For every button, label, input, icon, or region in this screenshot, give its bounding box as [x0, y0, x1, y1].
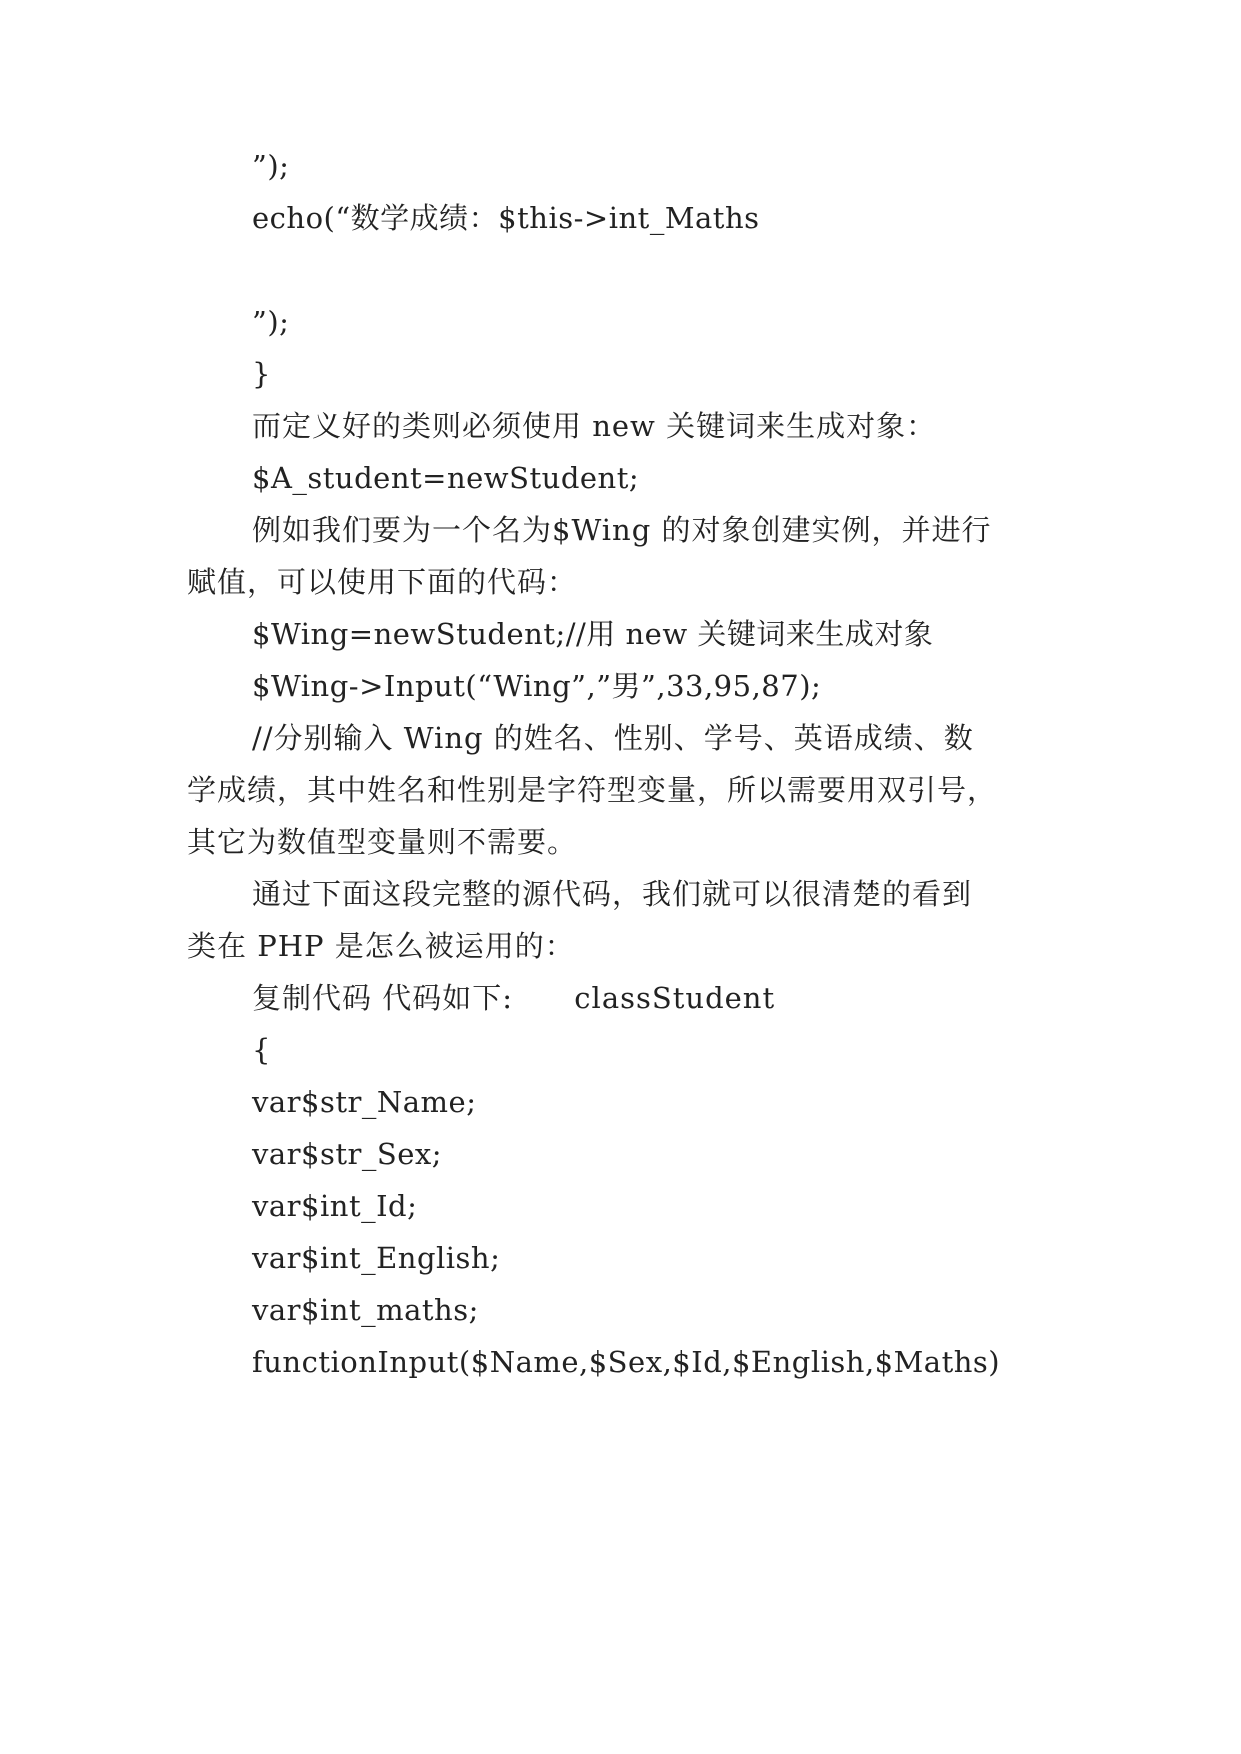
code-line-var-sex: var$str_Sex;	[252, 1137, 443, 1171]
code-line-wing-input: $Wing->Input(“Wing”,”男”,33,95,87);	[252, 669, 822, 703]
paragraph-line: 赋值，可以使用下面的代码：	[187, 565, 578, 599]
paragraph-line: 例如我们要为一个名为$Wing 的对象创建实例，并进行	[252, 513, 992, 547]
code-line-echo-maths: echo(“数学成绩：$this->int_Maths	[252, 201, 760, 235]
paragraph-line: 类在 PHP 是怎么被运用的：	[187, 929, 575, 963]
code-line-wing-new: $Wing=newStudent;//用 new 关键词来生成对象	[252, 617, 934, 651]
code-line-close-echo: ”);	[252, 149, 290, 183]
code-line-var-maths: var$int_maths;	[252, 1293, 479, 1327]
code-line-var-name: var$str_Name;	[252, 1085, 477, 1119]
paragraph-line: 通过下面这段完整的源代码，我们就可以很清楚的看到	[252, 877, 973, 911]
code-line-var-english: var$int_English;	[252, 1241, 501, 1275]
code-line-close-brace: }	[252, 357, 271, 391]
code-line-new-student: $A_student=newStudent;	[252, 461, 640, 495]
code-line-function-input: functionInput($Name,$Sex,$Id,$English,$Maths)	[252, 1345, 1001, 1379]
code-line-close-echo: ”);	[252, 305, 290, 339]
paragraph-line: //分别输入 Wing 的姓名、性别、学号、英语成绩、数	[252, 721, 974, 755]
paragraph-line: 而定义好的类则必须使用 new 关键词来生成对象：	[252, 409, 937, 443]
code-line-var-id: var$int_Id;	[252, 1189, 418, 1223]
paragraph-line: 学成绩，其中姓名和性别是字符型变量，所以需要用双引号，	[187, 773, 998, 807]
paragraph-line: 其它为数值型变量则不需要。	[187, 825, 578, 859]
code-block-heading: 复制代码 代码如下: classStudent	[252, 981, 776, 1015]
code-line-open-brace: {	[252, 1033, 271, 1067]
